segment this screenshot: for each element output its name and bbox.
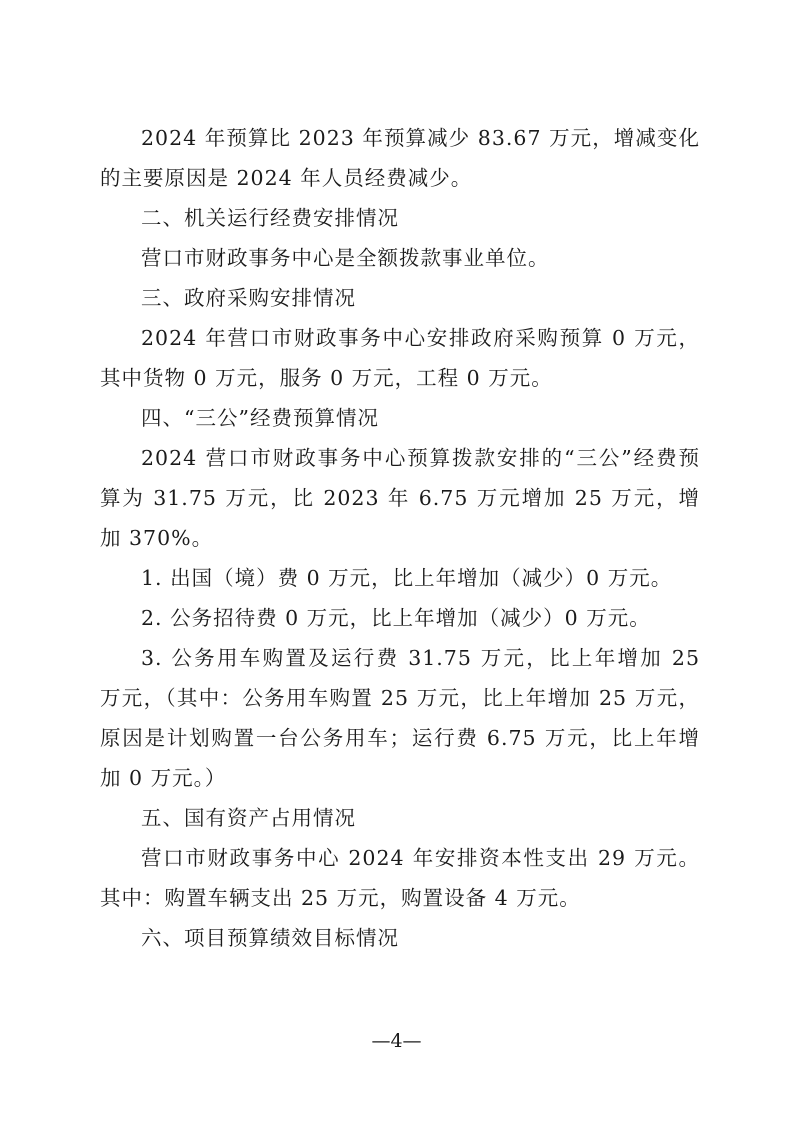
page-number: —4—: [371, 1030, 422, 1052]
overseas-travel-item: 1. 出国（境）费 0 万元，比上年增加（减少）0 万元。: [141, 566, 673, 590]
section-heading-state-assets: 五、国有资产占用情况: [141, 806, 356, 830]
three-public-summary-paragraph: 2024 营口市财政事务中心预算拨款安排的“三公”经费预算为 31.75 万元，比 2023 年 6.75 万元增加 25 万元，增加 370%。: [100, 446, 700, 550]
section-heading-procurement: 三、政府采购安排情况: [141, 286, 356, 310]
section-heading-operating-funds: 二、机关运行经费安排情况: [141, 206, 399, 230]
section-heading-performance-goals: 六、项目预算绩效目标情况: [141, 926, 399, 950]
document-body: [100, 118, 700, 958]
operating-funds-paragraph: 营口市财政事务中心是全额拨款事业单位。: [141, 246, 550, 270]
procurement-paragraph: 2024 年营口市财政事务中心安排政府采购预算 0 万元，其中货物 0 万元，服务 0 万元，工程 0 万元。: [100, 326, 700, 390]
official-reception-item: 2. 公务招待费 0 万元，比上年增加（减少）0 万元。: [141, 606, 651, 630]
budget-change-paragraph: 2024 年预算比 2023 年预算减少 83.67 万元，增减变化的主要原因是 2024 年人员经费减少。: [100, 126, 700, 190]
state-assets-paragraph: 营口市财政事务中心 2024 年安排资本性支出 29 万元。其中：购置车辆支出 25 万元，购置设备 4 万元。: [100, 846, 700, 910]
section-heading-three-public: 四、“三公”经费预算情况: [141, 406, 379, 430]
official-vehicle-item: 3. 公务用车购置及运行费 31.75 万元，比上年增加 25 万元，（其中：公务用车购置 25 万元，比上年增加 25 万元，原因是计划购置一台公务用车；运行费 6.75 万元，比上年增加 0 万元。）: [100, 646, 700, 790]
